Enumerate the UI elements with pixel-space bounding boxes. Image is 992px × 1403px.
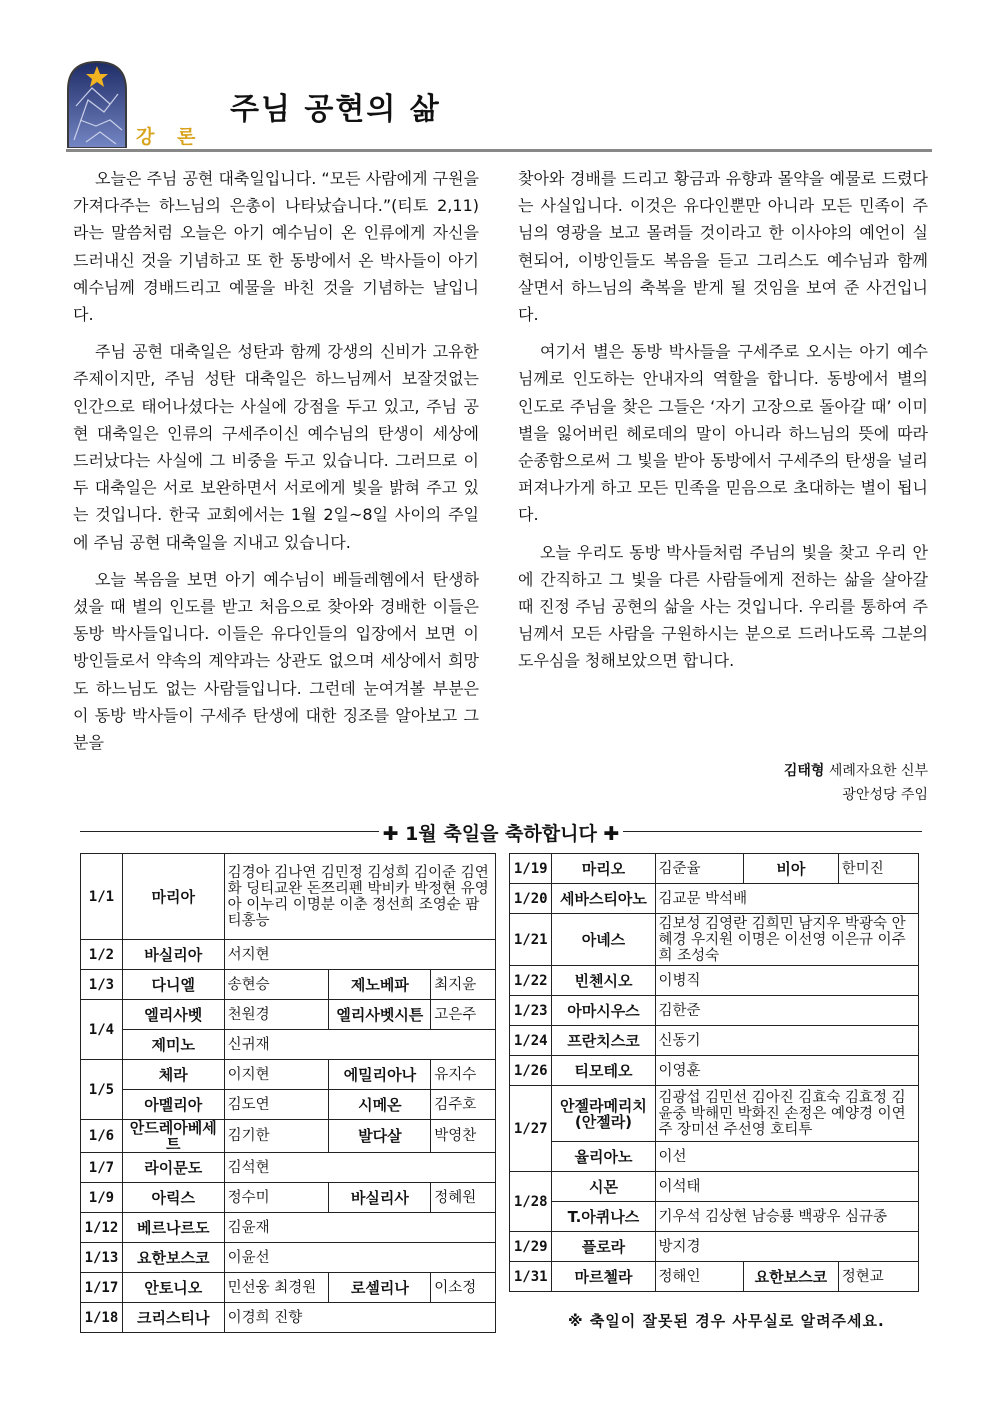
- header-divider: [66, 149, 932, 152]
- parishioner-names: 신동기: [655, 1026, 919, 1056]
- feast-row: [81, 854, 496, 940]
- feast-row: [81, 1090, 496, 1120]
- saint-name: 엘리사벳: [122, 1000, 224, 1030]
- homily-paragraph: 주님 공현 대축일은 성탄과 함께 강생의 신비가 고유한 주제이지만, 주님 성탄 대축일은 하느님께서 보잘것없는 인간으로 태어나셨다는 사실에 강점을 두고 있고, 주님 공현 대축일은 인류의 구세주이신 예수님의 탄생이 세상에 드러났다는 사실에 그 비중을 두고 있습니다. 그러므로 이 두 대축일은 서로 보완하면서 서로에게 빛을 밝혀 주고 있는 것입니다. 한국 교회에서는 1월 2일~8일 사이의 주일에 주님 공현 대축일을 지내고 있습니다.: [73, 342, 479, 552]
- parishioner-names: 이윤선: [224, 1243, 495, 1273]
- feast-date: 1/20: [510, 884, 552, 914]
- saint-name: 제노베파: [329, 970, 431, 1000]
- feast-row: [510, 966, 919, 996]
- feast-row: [81, 1243, 496, 1273]
- parishioner-names: 유지수: [431, 1060, 496, 1090]
- homily-paragraph: 여기서 별은 동방 박사들을 구세주로 오시는 아기 예수님께로 인도하는 안내자의 역할을 합니다. 동방에서 별의 인도로 주님을 찾은 그들은 ‘자기 고장으로 돌아갈 때’ 이미 별을 잃어버린 헤로데의 말이 아니라 하느님의 뜻에 따라 순종함으로써 그 빛을 받아 동방에서 구세주의 탄생을 널리 퍼져나가게 하고 모든 민족을 믿음으로 초대하는 별이 됩니다.: [518, 342, 928, 525]
- feast-row: [81, 1303, 496, 1333]
- saint-name: 마리아: [122, 854, 224, 940]
- feast-row: [510, 1232, 919, 1262]
- feast-row: [510, 996, 919, 1026]
- parishioner-names: 이영훈: [655, 1056, 919, 1086]
- parishioner-names: 고은주: [431, 1000, 496, 1030]
- parishioner-names: 박영찬: [431, 1120, 496, 1153]
- feast-date: 1/29: [510, 1232, 552, 1262]
- homily-header: [66, 60, 932, 152]
- parishioner-names: 정현교: [838, 1262, 918, 1292]
- parishioner-names: 정수미: [224, 1183, 329, 1213]
- parishioner-names: 천원경: [224, 1000, 329, 1030]
- parishioner-names: 이선: [655, 1142, 919, 1172]
- feast-date: 1/23: [510, 996, 552, 1026]
- parishioner-names: 김도연: [224, 1090, 329, 1120]
- feast-date: 1/24: [510, 1026, 552, 1056]
- parishioner-names: 김보성 김영란 김희민 남지우 박광숙 안혜경 우지원 이명은 이선영 이은규 이주희 조성숙: [655, 914, 919, 966]
- parishioner-names: 김주호: [431, 1090, 496, 1120]
- saint-name: 제미노: [122, 1030, 224, 1060]
- homily-paragraph: 오늘 우리도 동방 박사들처럼 주님의 빛을 찾고 우리 안에 간직하고 그 빛을 다른 사람들에게 전하는 삶을 살아갈 때 진정 주님 공현의 삶을 사는 것입니다. 우리를 통하여 주님께서 모든 사람을 구원하시는 분으로 드러나도록 그분의 도우심을 청해보았으면 합니다.: [518, 542, 928, 671]
- saint-name: 마리오: [552, 854, 655, 884]
- saint-name: 엘리사벳시튼: [329, 1000, 431, 1030]
- feast-row: [510, 1142, 919, 1172]
- feast-row: [510, 1026, 919, 1056]
- feast-row: [81, 940, 496, 970]
- parishioner-names: 한미진: [838, 854, 918, 884]
- feast-date: 1/22: [510, 966, 552, 996]
- page-title: 주님 공현의 삶: [230, 92, 441, 127]
- section-label: 강 론: [136, 126, 204, 148]
- feast-row: [510, 1262, 919, 1292]
- saint-name: 아녜스: [552, 914, 655, 966]
- saint-name: 안드레아베세트: [122, 1120, 224, 1153]
- feast-row: [510, 854, 919, 884]
- saint-name: 아릭스: [122, 1183, 224, 1213]
- feast-date: 1/17: [81, 1273, 123, 1303]
- homily-left-column: [73, 165, 479, 766]
- feast-date: 1/26: [510, 1056, 552, 1086]
- saint-name: 요한보스코: [744, 1262, 839, 1292]
- feast-row: [81, 1183, 496, 1213]
- feast-row: [510, 884, 919, 914]
- parishioner-names: 기우석 김상현 남승룡 백광우 심규종: [655, 1202, 919, 1232]
- feast-banner-title: ✚ 1월 축일을 축하합니다 ✚: [379, 823, 624, 845]
- feast-date: 1/27: [510, 1086, 552, 1172]
- feast-banner: [80, 819, 922, 843]
- homily-paragraph: 오늘은 주님 공현 대축일입니다. “모든 사람에게 구원을 가져다주는 하느님의 은총이 나타났습니다.”(티토 2,11)라는 말씀처럼 오늘은 아기 예수님이 온 인류에게 자신을 드러내신 것을 기념하고 또 한 동방에서 온 박사들이 아기 예수님께 경배드리고 예물을 바친 것을 기념하는 날입니다.: [73, 169, 479, 325]
- feast-date: 1/3: [81, 970, 123, 1000]
- parishioner-names: 이소정: [431, 1273, 496, 1303]
- signature: [784, 759, 928, 807]
- saint-name: 티모테오: [552, 1056, 655, 1086]
- saint-name: 바실리사: [329, 1183, 431, 1213]
- saint-name: 체라: [122, 1060, 224, 1090]
- saint-name: 발다살: [329, 1120, 431, 1153]
- parishioner-names: 김경아 김나연 김민정 김성희 김이준 김연화 딩티교완 돈쯔리펜 박비카 박정현 유영아 이누리 이명분 이춘 정선희 조영순 팜티홍능: [224, 854, 495, 940]
- feast-table-right: [509, 853, 919, 1292]
- feast-date: 1/12: [81, 1213, 123, 1243]
- feast-date: 1/6: [81, 1120, 123, 1153]
- feast-date: 1/5: [81, 1060, 123, 1120]
- saint-name: 세바스티아노: [552, 884, 655, 914]
- feast-row: [81, 1213, 496, 1243]
- saint-name: 시몬: [552, 1172, 655, 1202]
- saint-name: 비아: [744, 854, 839, 884]
- parishioner-names: 신귀재: [224, 1030, 495, 1060]
- parishioner-names: 송현승: [224, 970, 329, 1000]
- saint-name: 라이문도: [122, 1153, 224, 1183]
- saint-name: 요한보스코: [122, 1243, 224, 1273]
- feast-date: 1/18: [81, 1303, 123, 1333]
- feast-date: 1/21: [510, 914, 552, 966]
- feast-date: 1/1: [81, 854, 123, 940]
- feast-date: 1/2: [81, 940, 123, 970]
- stained-glass-window-icon: [66, 60, 128, 148]
- feast-note: ※ 축일이 잘못된 경우 사무실로 알려주세요.: [568, 1312, 885, 1330]
- parishioner-names: 민선웅 최경원: [224, 1273, 329, 1303]
- author-title: 세례자요한 신부: [824, 763, 928, 779]
- parishioner-names: 김석현: [224, 1153, 495, 1183]
- parishioner-names: 서지현: [224, 940, 495, 970]
- feast-date: 1/19: [510, 854, 552, 884]
- saint-name: 다니엘: [122, 970, 224, 1000]
- saint-name: 아멜리아: [122, 1090, 224, 1120]
- saint-name: 안젤라메리치 (안젤라): [552, 1086, 655, 1142]
- feast-row: [510, 1086, 919, 1142]
- feast-date: 1/9: [81, 1183, 123, 1213]
- feast-table-left: [80, 853, 496, 1333]
- saint-name: 로셀리나: [329, 1273, 431, 1303]
- feast-date: 1/4: [81, 1000, 123, 1060]
- feast-date: 1/28: [510, 1172, 552, 1232]
- feast-row: [510, 1172, 919, 1202]
- feast-date: 1/31: [510, 1262, 552, 1292]
- author-parish: 광안성당 주임: [842, 787, 928, 803]
- homily-right-column: [518, 165, 928, 685]
- saint-name: 마르첼라: [552, 1262, 655, 1292]
- feast-date: 1/7: [81, 1153, 123, 1183]
- feast-date: 1/13: [81, 1243, 123, 1273]
- saint-name: 율리아노: [552, 1142, 655, 1172]
- saint-name: 에밀리아나: [329, 1060, 431, 1090]
- feast-row: [81, 1060, 496, 1090]
- author-name: 김태형: [783, 763, 825, 779]
- feast-row: [81, 1153, 496, 1183]
- parishioner-names: 김기한: [224, 1120, 329, 1153]
- feast-row: [81, 1000, 496, 1030]
- feast-row: [510, 1056, 919, 1086]
- parishioner-names: 정해인: [655, 1262, 744, 1292]
- parishioner-names: 김윤재: [224, 1213, 495, 1243]
- homily-paragraph: 찾아와 경배를 드리고 황금과 유향과 몰약을 예물로 드렸다는 사실입니다. 이것은 유다인뿐만 아니라 모든 민족이 주님의 영광을 보고 몰려들 것이라고 한 이사야의 예언이 실현되어, 이방인들도 복음을 듣고 그리스도 예수님과 함께 살면서 하느님의 축복을 받게 될 것임을 보여 준 사건입니다.: [518, 169, 928, 325]
- feast-row: [81, 1030, 496, 1060]
- parishioner-names: 이지현: [224, 1060, 329, 1090]
- saint-name: 안토니오: [122, 1273, 224, 1303]
- feast-row: [81, 1273, 496, 1303]
- feast-row: [81, 970, 496, 1000]
- saint-name: 플로라: [552, 1232, 655, 1262]
- saint-name: 시메온: [329, 1090, 431, 1120]
- feast-row: [510, 914, 919, 966]
- parishioner-names: 김준율: [655, 854, 744, 884]
- saint-name: 크리스티나: [122, 1303, 224, 1333]
- saint-name: 아마시우스: [552, 996, 655, 1026]
- homily-paragraph: 오늘 복음을 보면 아기 예수님이 베들레헴에서 탄생하셨을 때 별의 인도를 받고 처음으로 찾아와 경배한 이들은 동방 박사들입니다. 이들은 유다인들의 입장에서 보면 이방인들로서 약속의 계약과는 상관도 없으며 세상에서 희망도 하느님도 없는 사람들입니다. 그런데 눈여겨볼 부분은 이 동방 박사들이 구세주 탄생에 대한 징조를 알아보고 그분을: [73, 569, 479, 753]
- saint-name: 프란치스코: [552, 1026, 655, 1056]
- parishioner-names: 김한준: [655, 996, 919, 1026]
- saint-name: 빈첸시오: [552, 966, 655, 996]
- saint-name: T.아퀴나스: [552, 1202, 655, 1232]
- parishioner-names: 최지윤: [431, 970, 496, 1000]
- parishioner-names: 이석태: [655, 1172, 919, 1202]
- parishioner-names: 김광섭 김민선 김아진 김효숙 김효정 김윤중 박해민 박화진 손정은 예양경 이연주 장미선 주선영 호티투: [655, 1086, 919, 1142]
- parishioner-names: 정혜원: [431, 1183, 496, 1213]
- parishioner-names: 방지경: [655, 1232, 919, 1262]
- feast-row: [510, 1202, 919, 1232]
- feast-row: [81, 1120, 496, 1153]
- parishioner-names: 이경희 진향: [224, 1303, 495, 1333]
- parishioner-names: 김교문 박석배: [655, 884, 919, 914]
- saint-name: 바실리아: [122, 940, 224, 970]
- saint-name: 베르나르도: [122, 1213, 224, 1243]
- parishioner-names: 이병직: [655, 966, 919, 996]
